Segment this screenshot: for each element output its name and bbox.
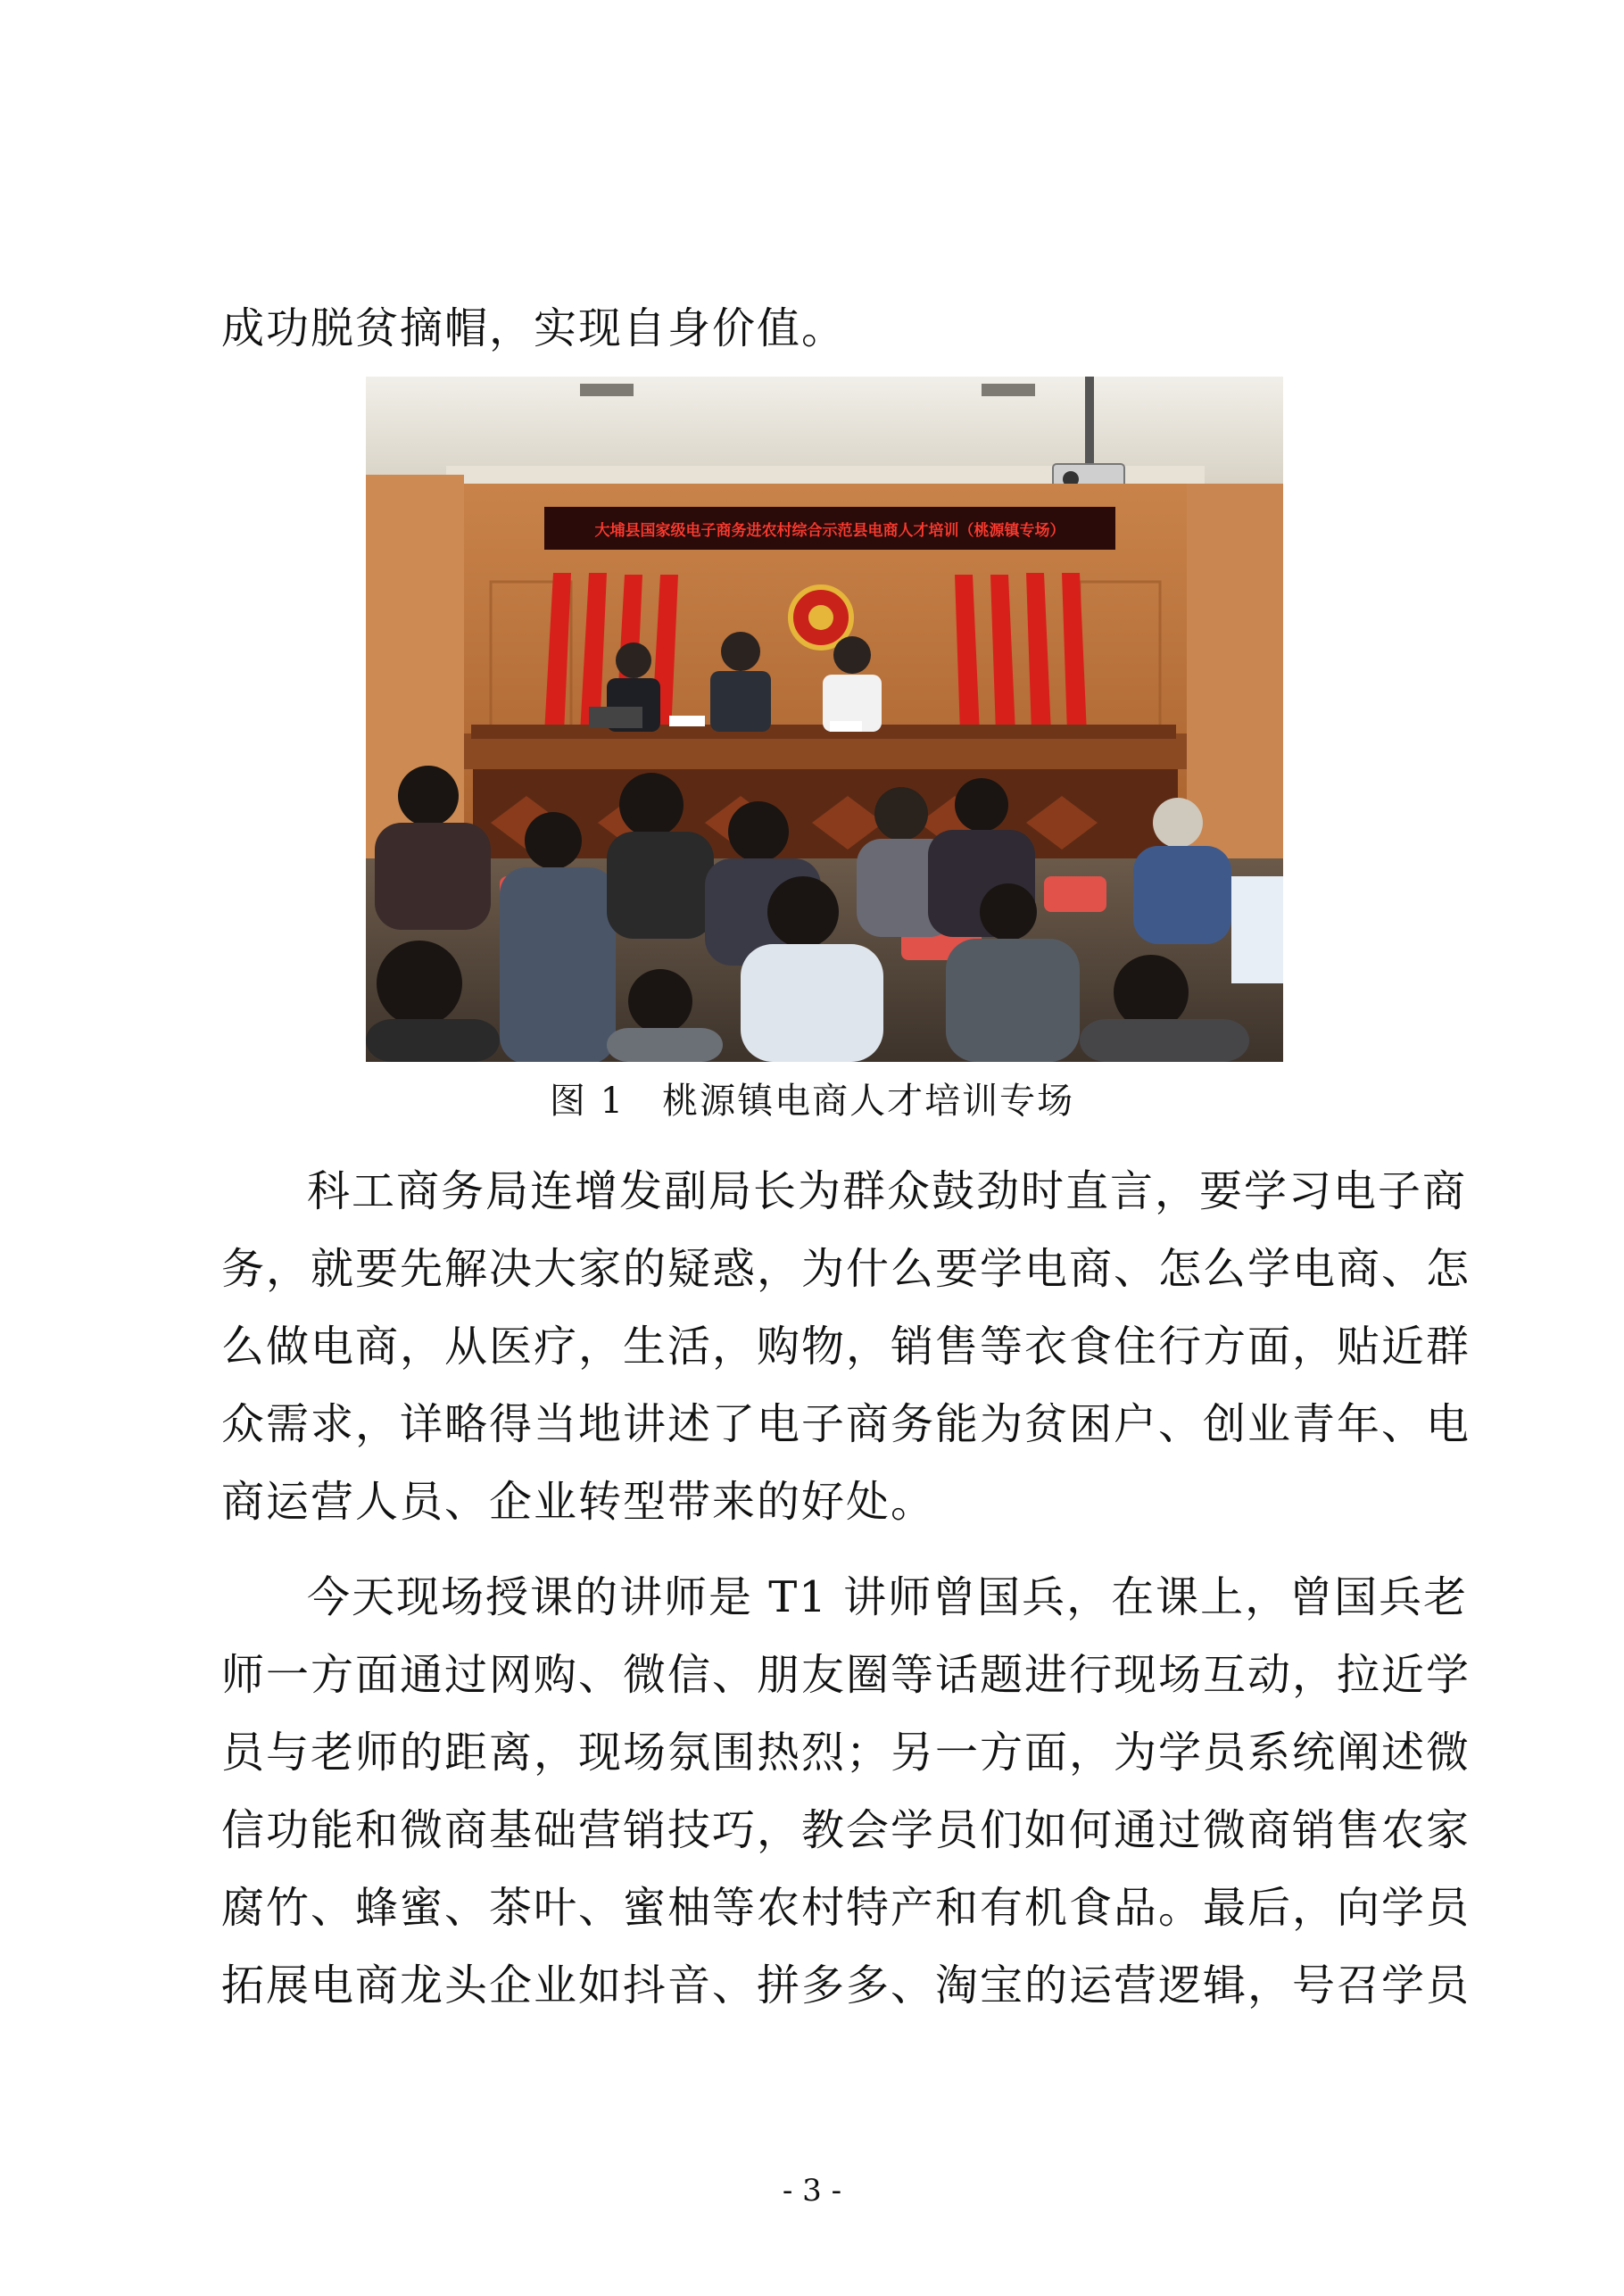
page-number: - 3 - bbox=[782, 2173, 842, 2209]
intro-line: 成功脱贫摘帽，实现自身价值。 bbox=[221, 303, 847, 353]
training-session-photo bbox=[366, 377, 1283, 1062]
led-banner-text: 大埔县国家级电子商务进农村综合示范县电商人才培训（桃源镇专场） bbox=[594, 522, 1065, 540]
paragraph2-line: 师一方面通过网购、微信、朋友圈等话题进行现场互动，拉近学 bbox=[221, 1650, 1471, 1700]
paragraph1-line: 务，就要先解决大家的疑惑，为什么要学电商、怎么学电商、怎 bbox=[221, 1244, 1471, 1294]
figure-caption: 图 1 桃源镇电商人才培训专场 bbox=[549, 1081, 1075, 1122]
paragraph2-line: 腐竹、蜂蜜、茶叶、蜜柚等农村特产和有机食品。最后，向学员 bbox=[221, 1883, 1471, 1933]
paragraph2-line: 信功能和微商基础营销技巧，教会学员们如何通过微商销售农家 bbox=[221, 1805, 1471, 1855]
paragraph1-line: 科工商务局连增发副局长为群众鼓劲时直言，要学习电子商 bbox=[307, 1166, 1468, 1216]
paragraph2-line: 员与老师的距离，现场氛围热烈；另一方面，为学员系统阐述微 bbox=[221, 1728, 1471, 1778]
paragraph1-line: 商运营人员、企业转型带来的好处。 bbox=[221, 1477, 936, 1527]
paragraph2-line: 拓展电商龙头企业如抖音、拼多多、淘宝的运营逻辑，号召学员 bbox=[221, 1960, 1471, 2010]
paragraph1-line: 么做电商，从医疗，生活，购物，销售等衣食住行方面，贴近群 bbox=[221, 1322, 1471, 1372]
paragraph1-line: 众需求，详略得当地讲述了电子商务能为贫困户、创业青年、电 bbox=[221, 1399, 1471, 1449]
paragraph2-line: 今天现场授课的讲师是 T1 讲师曾国兵，在课上，曾国兵老 bbox=[307, 1572, 1469, 1622]
